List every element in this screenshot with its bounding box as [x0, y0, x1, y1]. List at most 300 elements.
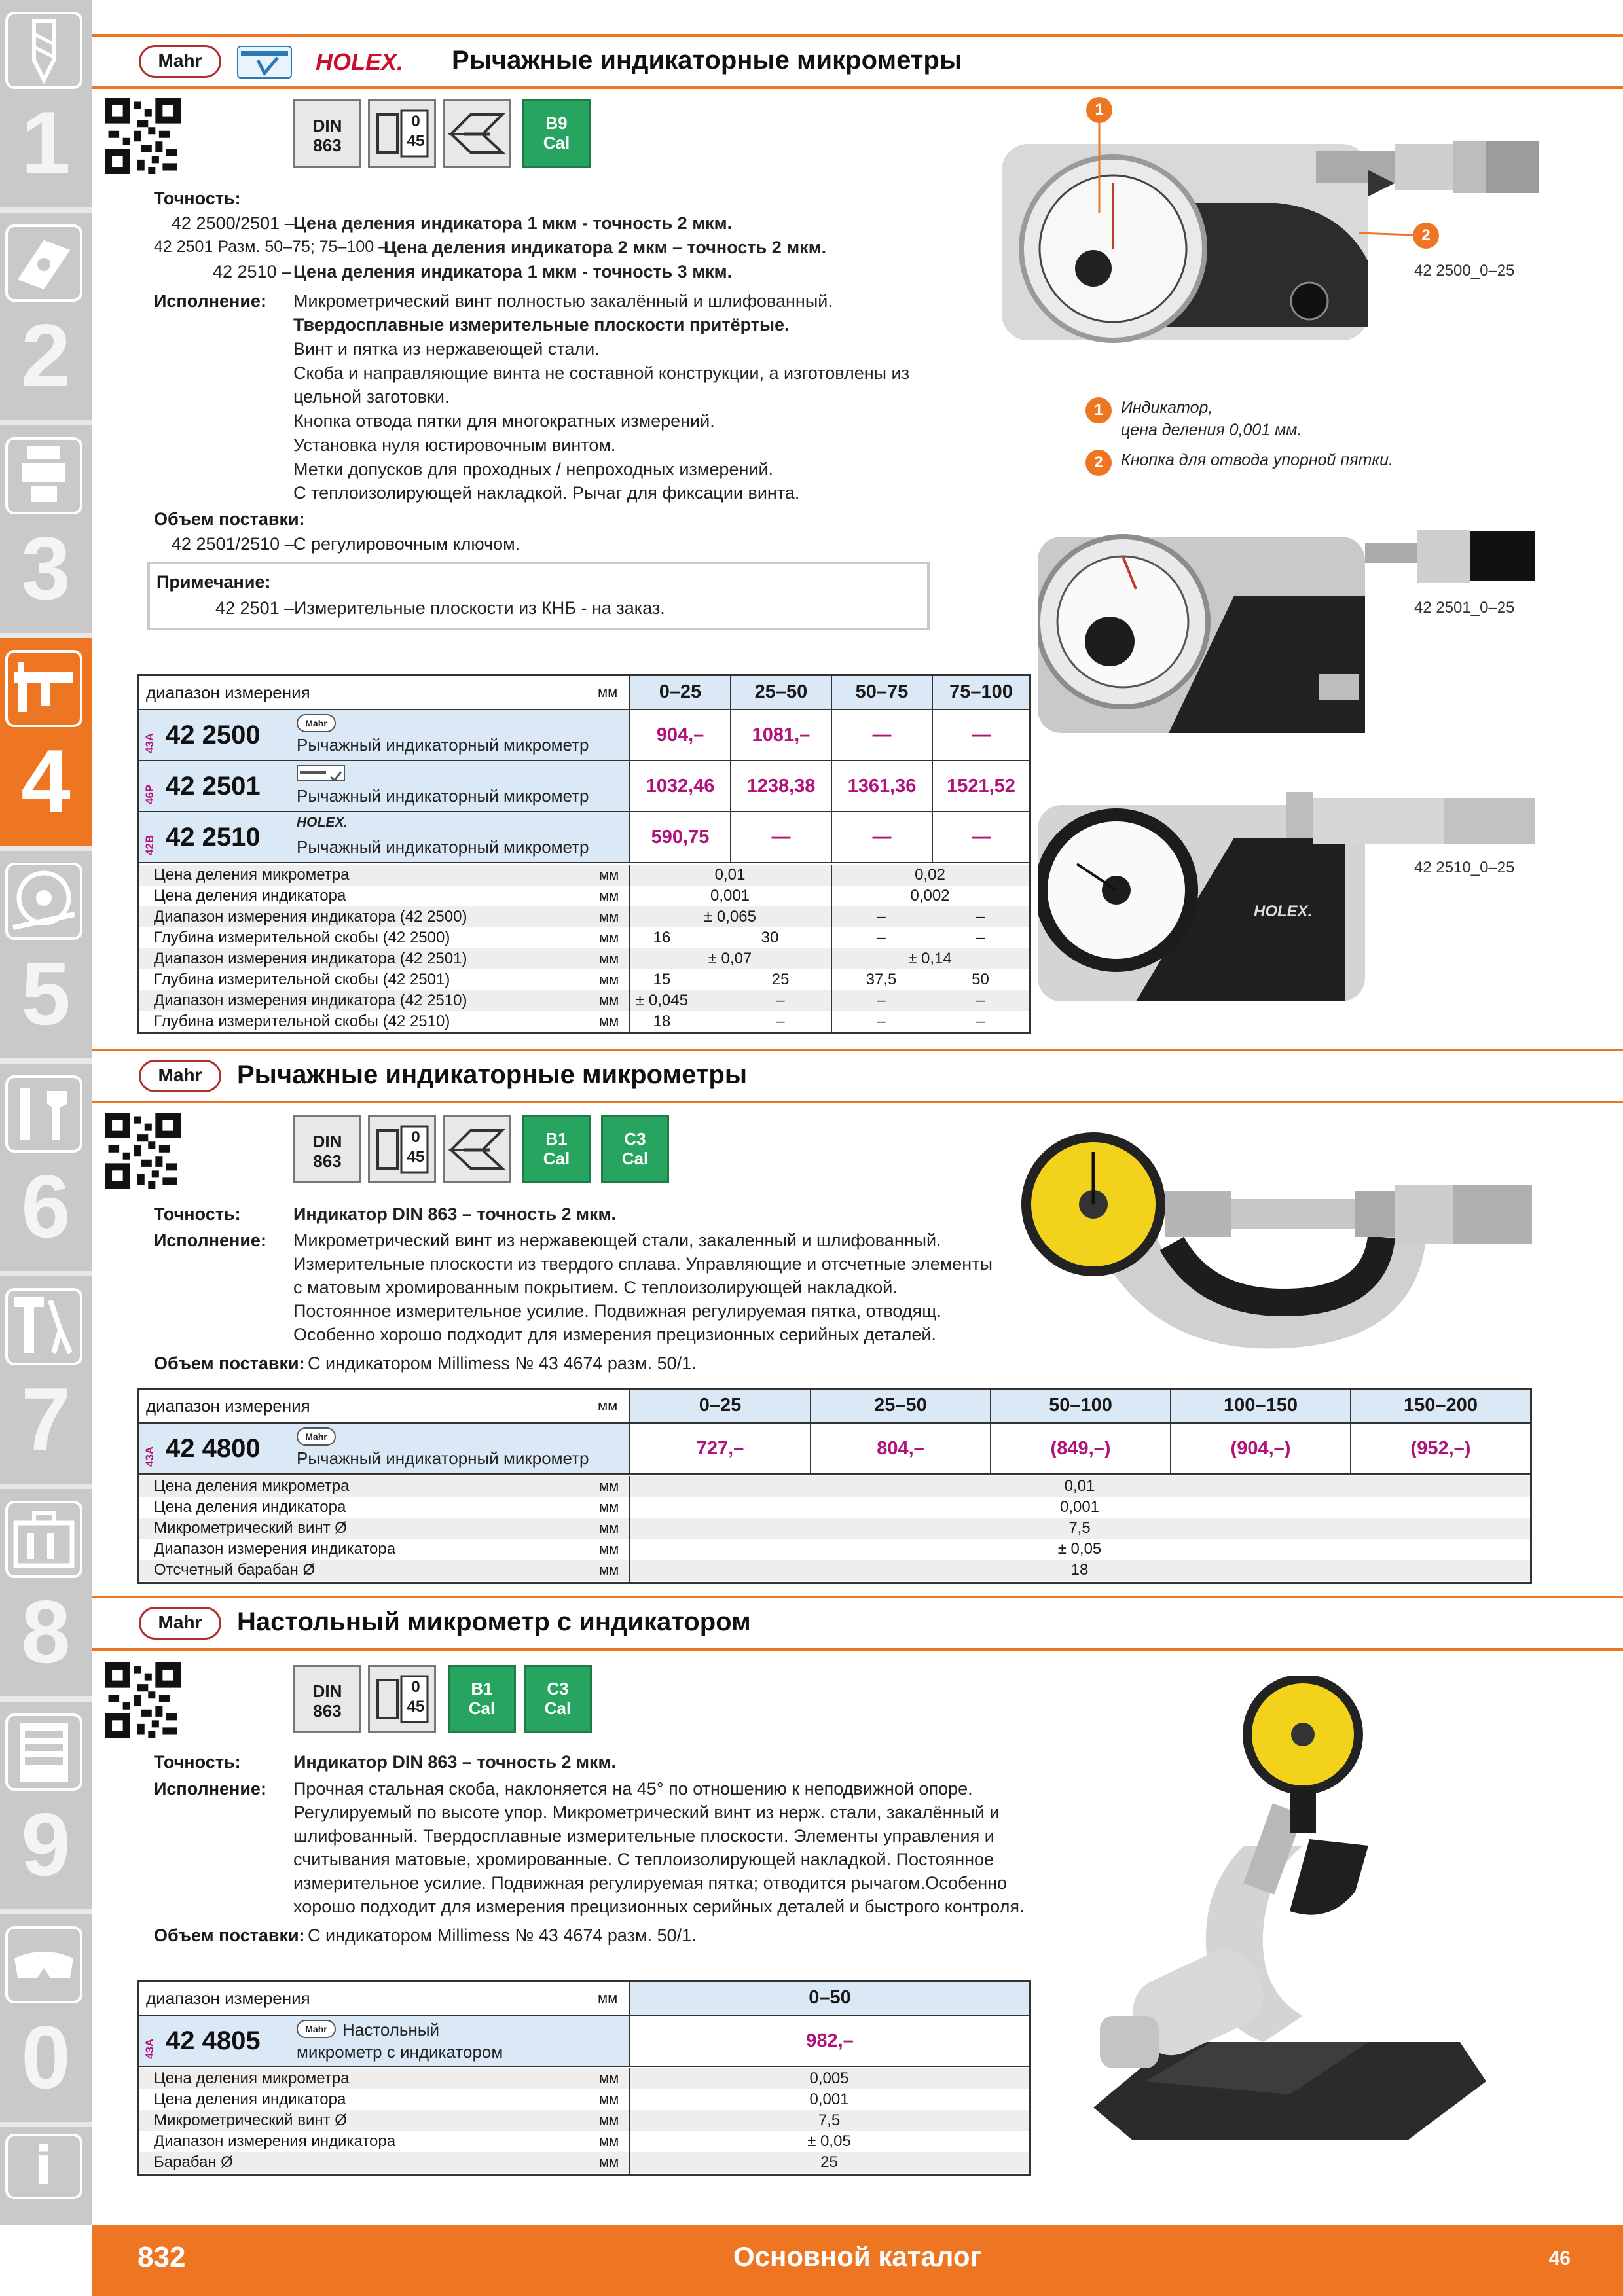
hoffmann-logo [237, 46, 292, 79]
holex-logo: HOLEX. [316, 48, 404, 75]
spec-label: Глубина измерительной скобы (42 2500) [154, 929, 450, 946]
accuracy-label: Точность: [154, 1752, 241, 1772]
mahr-logo: Mahr [139, 1607, 221, 1640]
spec-label: Цена деления микрометра [154, 1477, 350, 1495]
range-45: 45 [407, 1148, 425, 1166]
range-unit: мм [598, 1397, 618, 1414]
spec-label: Цена деления индикатора [154, 1498, 346, 1516]
design-line-bold: Твердосплавные измерительные плоскости притёртые. [293, 315, 790, 334]
accuracy-code: 42 2501 Разм. 50–75; 75–100 – [154, 238, 388, 256]
price-cell: 590,75 [629, 812, 730, 863]
product-code: 42 2510 [166, 823, 261, 852]
product-code: 42 4805 [166, 2026, 261, 2055]
spec-value: 7,5 [818, 2111, 841, 2129]
spec-value: 25 [820, 2153, 838, 2171]
range-0-45-icon [368, 1665, 436, 1733]
product-row-424800[interactable] [139, 1424, 629, 1475]
micrometer-422510-image [1038, 792, 1535, 1008]
spec-row [139, 927, 1029, 948]
spec-value: ± 0,065 [704, 908, 756, 925]
table-divider [629, 2068, 630, 2174]
design-label: Исполнение: [154, 291, 266, 311]
image-caption: 42 2501_0–25 [1414, 599, 1515, 617]
spec-value: 0,002 [910, 887, 950, 905]
spec-value: 30 [761, 929, 779, 946]
spec-value: 18 [653, 1013, 671, 1030]
accuracy-code: 42 2510 – [213, 262, 292, 281]
legend-callout-2: 2 [1085, 450, 1112, 476]
toolbox-icon [5, 1501, 82, 1578]
cal-code: C3 [624, 1129, 646, 1149]
spec-unit: мм [599, 950, 619, 967]
safety-goggles-icon [5, 1926, 82, 2003]
design-line: считывания матовые, хромированные. С теплоизолирующей накладкой. Постоянное [293, 1850, 994, 1869]
design-line: Микрометрический винт из нержавеющей стали, закаленный и шлифованный. [293, 1230, 941, 1250]
spec-label: Глубина измерительной скобы (42 2510) [154, 1013, 450, 1030]
spec-value: 0,001 [809, 2090, 849, 2108]
cal-code: C3 [547, 1679, 569, 1698]
section2-title: Рычажные индикаторные микрометры [237, 1060, 747, 1089]
accuracy-text: Цена деления индикатора 1 мкм - точность 2 мкм. [293, 213, 733, 233]
price-cell: — [730, 812, 831, 863]
spec-value: – [877, 908, 886, 925]
index-tab-number: 2 [21, 306, 71, 405]
spec-row [139, 2131, 1029, 2152]
accuracy-label: Точность: [154, 1204, 241, 1224]
spec-unit: мм [599, 2133, 619, 2149]
price-cell: 1521,52 [932, 761, 1029, 812]
footer-title: Основной каталог [733, 2241, 981, 2272]
index-tab-number: 4 [21, 731, 71, 831]
cabinet-icon [5, 1713, 82, 1791]
design-line: С теплоизолирующей накладкой. Рычаг для фиксации винта. [293, 483, 800, 503]
design-line: измерительное усилие. Подвижная регулируемая пятка; отводится рычагом.Особенно [293, 1873, 1008, 1893]
callout-2: 2 [1413, 223, 1439, 249]
spec-unit: мм [599, 992, 619, 1009]
cal-sub: Cal [544, 1698, 572, 1718]
spec-value: – [877, 992, 886, 1009]
cal-code: B1 [471, 1679, 493, 1698]
spec-row [139, 2089, 1029, 2110]
product-row-422510[interactable] [139, 812, 629, 863]
range-0: 0 [411, 113, 420, 130]
spec-label: Цена деления микрометра [154, 866, 350, 884]
spec-label: Диапазон измерения индикатора (42 2501) [154, 950, 467, 967]
mahr-mini-logo: Mahr [297, 714, 336, 732]
spec-unit: мм [599, 929, 619, 946]
table-divider [629, 1476, 630, 1582]
index-tab-9[interactable] [0, 1702, 92, 1914]
index-tab-number: 6 [21, 1157, 71, 1256]
range-0-45-icon [368, 99, 436, 168]
range-45: 45 [407, 1698, 425, 1715]
design-line: Скоба и направляющие винта не составной конструкции, а изготовлены из [293, 363, 909, 383]
spec-unit: мм [599, 867, 619, 883]
range-45: 45 [407, 132, 425, 150]
spec-unit: мм [599, 1499, 619, 1515]
callout-lines [1097, 122, 1444, 240]
micrometer-424800-image [1008, 1126, 1539, 1361]
price-cell: 727,– [629, 1424, 810, 1475]
insert-icon [5, 224, 82, 302]
chuck-icon [5, 437, 82, 514]
image-caption: 42 2510_0–25 [1414, 859, 1515, 876]
delivery-text: С индикатором Millimess № 43 4674 разм. 50/1. [308, 1926, 697, 1945]
index-tab-number: 5 [21, 944, 71, 1043]
design-line: цельной заготовки. [293, 387, 450, 406]
spec-label: Цена деления микрометра [154, 2070, 350, 2087]
section3-price-table [137, 1980, 1031, 2176]
product-row-424805[interactable] [139, 2016, 629, 2067]
range-label: диапазон измерения [146, 1396, 310, 1416]
section1-header [92, 34, 1623, 89]
index-tab-number: 9 [21, 1795, 71, 1894]
section2-header [92, 1049, 1623, 1103]
calibration-b1-icon [522, 1115, 591, 1183]
page-number: 832 [137, 2241, 186, 2273]
product-row-422501[interactable] [139, 761, 629, 812]
spec-label: Микрометрический винт Ø [154, 1519, 347, 1537]
range-header [139, 1390, 629, 1424]
spec-unit: мм [599, 2091, 619, 2108]
spec-value: 0,01 [714, 866, 746, 884]
spec-unit: мм [599, 888, 619, 904]
spec-row [139, 1518, 1530, 1539]
price-cell: 1081,– [730, 710, 831, 761]
spec-value: ± 0,05 [1057, 1540, 1102, 1558]
calibration-b1-icon [448, 1665, 516, 1733]
side-code: 46P [143, 784, 156, 804]
legend-callout-1: 1 [1085, 397, 1112, 423]
index-tab-7[interactable] [0, 1276, 92, 1489]
spec-unit: мм [599, 1541, 619, 1557]
spec-value: 0,005 [809, 2070, 849, 2087]
design-line: с матовым хромированным покрытием. С теплоизолирующей накладкой. [293, 1278, 898, 1297]
product-name: Рычажный индикаторный микрометр [297, 1448, 589, 1468]
spec-label: Цена деления индикатора [154, 2090, 346, 2108]
spec-value: ± 0,07 [708, 950, 752, 967]
mahr-logo: Mahr [139, 45, 221, 78]
qr-code-icon[interactable] [105, 98, 181, 174]
product-name-line2: микрометр с индикатором [297, 2042, 503, 2062]
spec-value: ± 0,045 [636, 992, 688, 1009]
spec-row [139, 865, 1029, 886]
case-icon [443, 1115, 511, 1183]
spec-value: 0,02 [915, 866, 945, 884]
side-code: 42B [143, 834, 156, 855]
spec-row [139, 969, 1029, 990]
drill-icon [5, 12, 82, 89]
spec-unit: мм [599, 971, 619, 988]
bench-micrometer-424805-image [1093, 1676, 1486, 2147]
price-cell: 1361,36 [831, 761, 932, 812]
price-cell: — [831, 710, 932, 761]
range-label: диапазон измерения [146, 1988, 310, 2008]
spec-row [139, 948, 1029, 969]
spec-value: 50 [972, 971, 989, 988]
din-863-icon [293, 1115, 361, 1183]
cal-sub: Cal [621, 1149, 649, 1168]
side-code: 43A [143, 2038, 156, 2059]
accuracy-text: Индикатор DIN 863 – точность 2 мкм. [293, 1204, 617, 1224]
cal-sub: Cal [468, 1698, 496, 1718]
spec-label: Диапазон измерения индикатора [154, 1540, 396, 1558]
index-tab-8[interactable] [0, 1489, 92, 1702]
accuracy-label: Точность: [154, 188, 241, 208]
design-line: хорошо подходит для измерения прецизионных серийных деталей и быстрого контроля. [293, 1897, 1025, 1916]
price-cell: 1032,46 [629, 761, 730, 812]
spec-label: Диапазон измерения индикатора (42 2510) [154, 992, 467, 1009]
spec-value: ± 0,05 [807, 2132, 851, 2150]
section1-title: Рычажные индикаторные микрометры [452, 46, 962, 75]
product-code: 42 2501 [166, 772, 261, 800]
accuracy-text: Индикатор DIN 863 – точность 2 мкм. [293, 1752, 617, 1772]
price-cell: 904,– [629, 710, 730, 761]
index-tab-number: 7 [21, 1369, 71, 1469]
product-code: 42 2500 [166, 721, 261, 749]
spec-label: Барабан Ø [154, 2153, 233, 2171]
range-label: диапазон измерения [146, 683, 310, 702]
spec-value: 16 [653, 929, 671, 946]
spec-label: Цена деления индикатора [154, 887, 346, 905]
spec-value: 7,5 [1068, 1519, 1091, 1537]
caliper-icon [5, 650, 82, 727]
range-25-50: 25–50 [730, 676, 831, 710]
design-label: Исполнение: [154, 1230, 266, 1250]
table-divider [629, 865, 630, 1032]
index-tab-2[interactable] [0, 213, 92, 425]
page-mark: 46 [1548, 2248, 1571, 2269]
delivery-code: 42 2501/2510 – [172, 534, 295, 554]
spec-row [139, 990, 1029, 1011]
side-index [0, 0, 92, 2225]
note-box [147, 562, 930, 630]
price-cell: — [932, 812, 1029, 863]
spec-unit: мм [599, 1478, 619, 1494]
spec-row [139, 886, 1029, 906]
design-line: Метки допусков для проходных / непроходных измерений. [293, 459, 774, 479]
spec-label: Отсчетный барабан Ø [154, 1561, 316, 1579]
range-unit: мм [598, 1990, 618, 2006]
spec-value: – [776, 992, 785, 1009]
range-0-45-icon [368, 1115, 436, 1183]
legend-text: Индикатор, [1121, 399, 1213, 417]
index-tab-number: 1 [21, 93, 71, 192]
delivery-text: С регулировочным ключом. [293, 534, 520, 554]
price-cell: (904,–) [1170, 1424, 1350, 1475]
product-code: 42 4800 [166, 1434, 261, 1463]
product-name: Рычажный индикаторный микрометр [297, 786, 589, 806]
spec-row [139, 1539, 1530, 1560]
spec-value: ± 0,14 [908, 950, 952, 967]
range-unit: мм [598, 684, 618, 700]
spec-value: – [976, 1013, 985, 1030]
spec-unit: мм [599, 1562, 619, 1578]
spec-unit: мм [599, 1013, 619, 1030]
table-divider [831, 865, 832, 1032]
cal-sub: Cal [543, 133, 570, 152]
range-150-200: 150–200 [1350, 1390, 1530, 1424]
din-text: DIN 863 [312, 1681, 342, 1721]
range-0: 0 [411, 1128, 420, 1146]
side-code: 43A [143, 1446, 156, 1467]
price-cell: 1238,38 [730, 761, 831, 812]
range-0-25: 0–25 [629, 676, 730, 710]
index-tab-6[interactable] [0, 1064, 92, 1276]
cal-code: B1 [545, 1129, 568, 1149]
design-line: Винт и пятка из нержавеющей стали. [293, 339, 600, 359]
price-cell: (849,–) [990, 1424, 1170, 1475]
din-863-icon [293, 1665, 361, 1733]
design-line: Микрометрический винт полностью закалённый и шлифованный. [293, 291, 833, 311]
range-50-75: 50–75 [831, 676, 932, 710]
spec-unit: мм [599, 1520, 619, 1536]
spec-row [139, 1497, 1530, 1518]
index-tab-4-active[interactable] [0, 638, 92, 851]
pliers-icon [5, 1288, 82, 1365]
index-tab-info[interactable] [0, 2127, 92, 2199]
accuracy-text: Цена деления индикатора 1 мкм - точность 3 мкм. [293, 262, 733, 281]
delivery-text: С индикатором Millimess № 43 4674 разм. 50/1. [308, 1354, 697, 1373]
spec-unit: мм [599, 2154, 619, 2170]
spec-row [139, 906, 1029, 927]
wrench-icon [5, 1075, 82, 1153]
spec-value: – [976, 929, 985, 946]
delivery-label: Объем поставки: [154, 509, 305, 529]
info-icon: i [5, 2134, 82, 2199]
spec-label: Диапазон измерения индикатора [154, 2132, 396, 2150]
spec-unit: мм [599, 2070, 619, 2087]
spec-value: 37,5 [866, 971, 897, 988]
case-icon [443, 99, 511, 168]
range-0: 0 [411, 1678, 420, 1696]
spec-value: – [776, 1013, 785, 1030]
index-tab-5[interactable] [0, 851, 92, 1064]
spec-unit: мм [599, 908, 619, 925]
spec-label: Микрометрический винт Ø [154, 2111, 347, 2129]
spec-value: 18 [1070, 1561, 1089, 1579]
range-0-50: 0–50 [629, 1982, 1029, 2016]
design-line: Измерительные плоскости из твердого сплава. Управляющие и отсчетные элементы [293, 1254, 993, 1274]
delivery-label: Объем поставки: [154, 1354, 305, 1373]
footer-bar [92, 2225, 1623, 2296]
product-row-422500[interactable] [139, 710, 629, 761]
calibration-c3-icon [601, 1115, 669, 1183]
design-line: Установка нуля юстировочным винтом. [293, 435, 616, 455]
range-100-150: 100–150 [1170, 1390, 1350, 1424]
index-tab-number: 0 [21, 2007, 71, 2107]
design-line: Постоянное измерительное усилие. Подвижная регулируемая пятка, отводящ. [293, 1301, 941, 1321]
accuracy-text: Цена деления индикатора 2 мкм – точность 2 мкм. [384, 238, 827, 257]
price-cell: — [932, 710, 1029, 761]
spec-value: 25 [771, 971, 790, 988]
price-cell: (952,–) [1350, 1424, 1530, 1475]
section1-price-table [137, 674, 1031, 1034]
mahr-mini-logo: Mahr [297, 2020, 336, 2038]
product-name: Рычажный индикаторный микрометр [297, 837, 589, 857]
calibration-c3-icon [524, 1665, 592, 1733]
section3-title: Настольный микрометр с индикатором [237, 1607, 751, 1636]
spec-value: – [877, 929, 886, 946]
spec-value: – [877, 1013, 886, 1030]
design-line: Особенно хорошо подходит для измерения прецизионных серийных деталей. [293, 1325, 936, 1344]
spec-value: 0,001 [710, 887, 750, 905]
callout-1: 1 [1086, 97, 1112, 123]
price-cell: 982,– [629, 2016, 1029, 2067]
index-tab-0[interactable] [0, 1914, 92, 2127]
section2-price-table [137, 1388, 1532, 1584]
svg-text:HOLEX.: HOLEX. [1254, 903, 1313, 920]
range-25-50: 25–50 [810, 1390, 990, 1424]
spec-row [139, 2068, 1029, 2089]
range-50-100: 50–100 [990, 1390, 1170, 1424]
price-cell: — [831, 812, 932, 863]
range-75-100: 75–100 [932, 676, 1029, 710]
spec-value: – [976, 992, 985, 1009]
spec-value: 0,001 [1059, 1498, 1100, 1516]
index-tab-number: 3 [21, 518, 71, 618]
product-name: Рычажный индикаторный микрометр [297, 735, 589, 755]
side-code: 43A [143, 732, 156, 753]
spec-unit: мм [599, 2112, 619, 2128]
index-tab-3[interactable] [0, 425, 92, 638]
range-0-25: 0–25 [629, 1390, 810, 1424]
spec-value: 0,01 [1064, 1477, 1095, 1495]
qr-code-icon[interactable] [105, 1113, 181, 1189]
image-caption: 42 2500_0–25 [1414, 262, 1515, 279]
mahr-logo: Mahr [139, 1060, 221, 1092]
design-line: Прочная стальная скоба, наклоняется на 45° по отношению к неподвижной опоре. [293, 1779, 973, 1799]
mahr-mini-logo: Mahr [297, 1427, 336, 1446]
micrometer-422501-image [1038, 524, 1535, 740]
legend-text: Кнопка для отвода упорной пятки. [1121, 451, 1393, 469]
spec-label: Глубина измерительной скобы (42 2501) [154, 971, 450, 988]
note-text: Измерительные плоскости из КНБ - на заказ. [294, 598, 665, 618]
cal-code: B9 [545, 113, 568, 133]
spec-row [139, 1476, 1530, 1497]
spec-row [139, 2110, 1029, 2131]
legend-text: цена деления 0,001 мм. [1121, 421, 1302, 439]
hoffmann-mini-logo [297, 765, 345, 781]
holex-mini-logo: HOLEX. [297, 815, 348, 830]
cal-sub: Cal [543, 1149, 570, 1168]
index-tab-number: 8 [21, 1582, 71, 1681]
index-tab-1[interactable] [0, 0, 92, 213]
spec-row [139, 1560, 1530, 1581]
din-text: DIN 863 [312, 1132, 342, 1171]
section3-header [92, 1596, 1623, 1651]
spec-label: Диапазон измерения индикатора (42 2500) [154, 908, 467, 925]
calibration-b9-icon [522, 99, 591, 168]
design-line: шлифованный. Твердосплавные измерительные плоскости. Элементы управления и [293, 1826, 994, 1846]
design-line: Кнопка отвода пятки для многократных измерений. [293, 411, 715, 431]
note-code: 42 2501 – [215, 598, 295, 618]
din-863-icon [293, 99, 361, 168]
spec-value: 15 [653, 971, 671, 988]
spec-value: – [976, 908, 985, 925]
spec-row [139, 1011, 1029, 1032]
product-name-line1: Настольный [342, 2020, 440, 2039]
design-line: Регулируемый по высоте упор. Микрометрический винт из нерж. стали, закалённый и [293, 1803, 1000, 1822]
price-cell: 804,– [810, 1424, 990, 1475]
spec-row [139, 2152, 1029, 2173]
range-header [139, 676, 629, 710]
saw-blade-icon [5, 863, 82, 940]
qr-code-icon[interactable] [105, 1662, 181, 1738]
accuracy-code: 42 2500/2501 – [172, 213, 295, 233]
note-label: Примечание: [156, 572, 271, 592]
delivery-label: Объем поставки: [154, 1926, 305, 1945]
